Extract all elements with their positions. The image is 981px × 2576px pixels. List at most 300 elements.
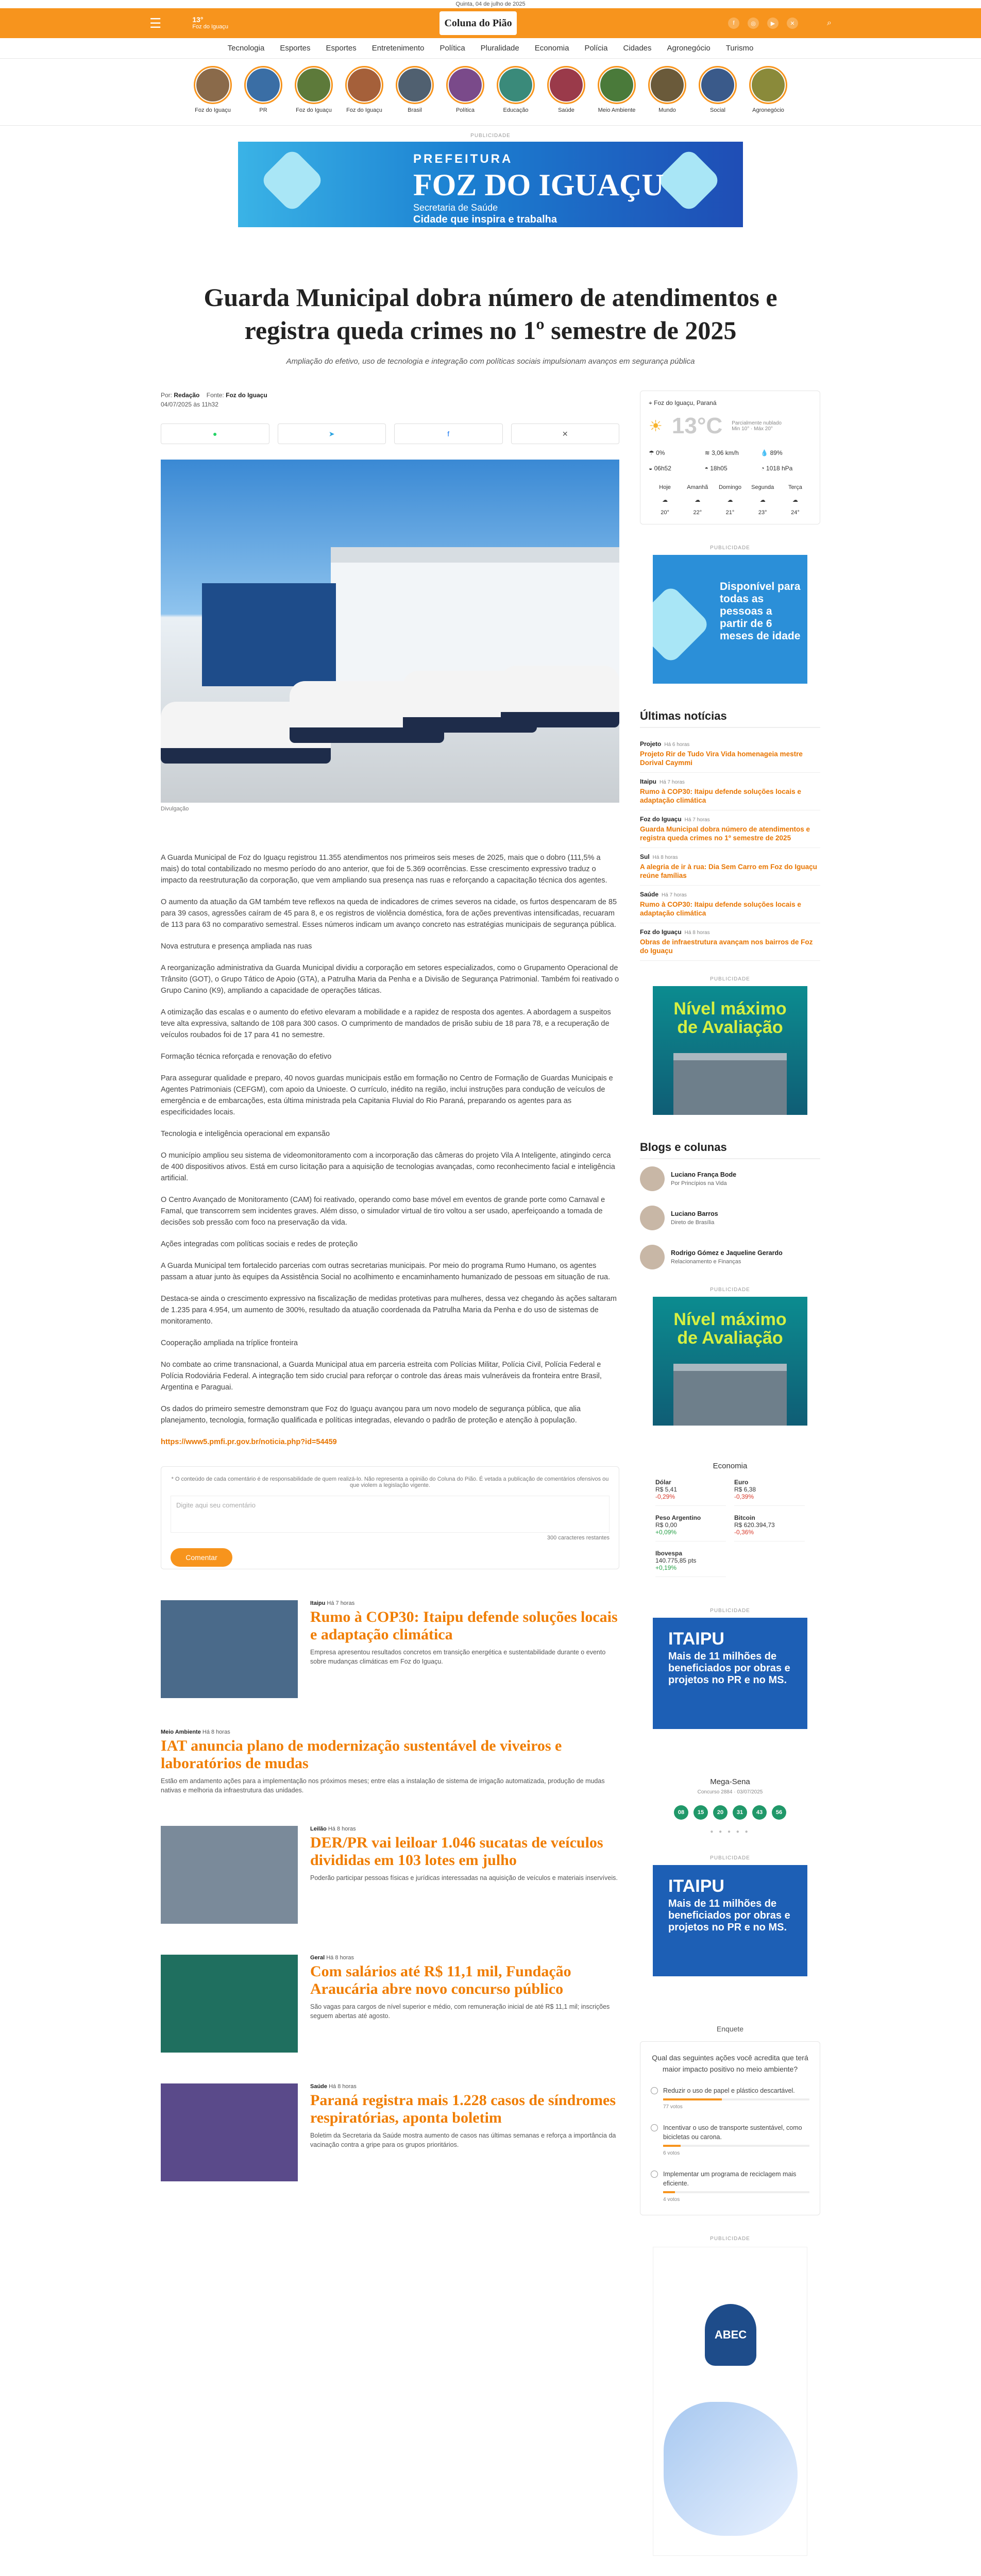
heart-shape bbox=[653, 584, 711, 665]
story-item[interactable] bbox=[395, 66, 435, 125]
story-label: Mundo bbox=[658, 107, 676, 113]
story-item[interactable] bbox=[243, 66, 283, 125]
blog-name[interactable]: Rodrigo Gómez e Jaqueline Gerardo bbox=[671, 1249, 783, 1257]
related-time: Há 8 horas bbox=[200, 1729, 230, 1735]
avatar bbox=[640, 1206, 665, 1230]
latest-meta bbox=[640, 816, 820, 823]
story-thumbnail bbox=[398, 69, 431, 101]
latest-time: Há 7 horas bbox=[684, 817, 710, 823]
related-excerpt: Empresa apresentou resultados concretos em transição energética e sustentabilidade durante o evento sobre mudanças climáticas em Foz do Iguaçu. bbox=[310, 1649, 606, 1665]
nav-item[interactable]: Política bbox=[439, 44, 465, 53]
related-cat-name: Itaipu bbox=[310, 1600, 326, 1606]
forecast-day: Segunda bbox=[751, 484, 774, 490]
latest-category: Foz do Iguaçu bbox=[640, 928, 682, 936]
avaliacao-text: Nível máximo de Avaliação bbox=[673, 1310, 787, 1348]
related-category bbox=[310, 2083, 619, 2090]
poll-votes: 77 votos bbox=[663, 2104, 683, 2110]
x-share-button[interactable] bbox=[511, 423, 620, 444]
poll-option-label: Incentivar o uso de transporte sustentável, como bicicletas ou carona. bbox=[663, 2124, 802, 2141]
story-label: Brasil bbox=[408, 107, 422, 113]
story-label: Meio Ambiente bbox=[598, 107, 636, 113]
story-label: Agronegócio bbox=[752, 107, 784, 113]
story-item[interactable] bbox=[193, 66, 233, 125]
article-paragraph: Nova estrutura e presença ampliada nas ruas bbox=[161, 942, 312, 951]
lottery-ball: 43 bbox=[752, 1805, 767, 1820]
story-label: PR bbox=[259, 107, 267, 113]
itaipu-banner-2[interactable] bbox=[653, 1865, 807, 1994]
sunset-icon: ◓ bbox=[704, 465, 708, 472]
story-ring bbox=[244, 66, 282, 104]
article-subtitle: Ampliação do efetivo, uso de tecnologia e integração com políticas sociais impulsionam avanços em segurança pública bbox=[286, 357, 695, 366]
related-excerpt: São vagas para cargos de nível superior e médio, com remuneração inicial de até R$ 11,1 mil; inscrições seguem abertas até agosto. bbox=[310, 2003, 610, 2020]
radio-button[interactable] bbox=[651, 2124, 658, 2131]
latest-category: Foz do Iguaçu bbox=[640, 816, 682, 823]
economy-change: -0,39% bbox=[734, 1493, 754, 1500]
poll-progress bbox=[663, 2191, 809, 2193]
article-paragraph: A otimização das escalas e o aumento do efetivo elevaram a mobilidade e a rapidez de resposta dos agentes. A abordagem a suspeitos teve alta expressiva, saltando de 108 para 300 casos. O cumprimento de mandados de prisão subiu de 18 para 78, e a recuperação de veículos roubados foi de 17 para 41 no semestre. bbox=[161, 1008, 611, 1039]
story-label: Social bbox=[710, 107, 725, 113]
lottery-ball: 15 bbox=[694, 1805, 708, 1820]
economy-item bbox=[734, 1514, 805, 1541]
sidebar bbox=[640, 391, 820, 2556]
nav-item[interactable]: Cidades bbox=[623, 44, 652, 53]
story-ring bbox=[345, 66, 383, 104]
economy-title: Economia bbox=[713, 1462, 748, 1470]
poll-box bbox=[640, 2041, 820, 2215]
banner-line1: PREFEITURA bbox=[413, 152, 513, 166]
economy-value: R$ 620.394,73 bbox=[734, 1521, 775, 1529]
story-thumbnail bbox=[701, 69, 734, 101]
itaipu-brand: ITAIPU bbox=[668, 1629, 724, 1649]
comment-box bbox=[161, 1466, 619, 1569]
related-info bbox=[310, 2083, 619, 2181]
article-paragraph: A Guarda Municipal tem fortalecido parcerias com outras secretarias municipais. Por meio do programa Rumo Humano, os agentes passam a atuar junto às equipes da Assistência Social no acolhimento e encaminhamento humanizado de pessoas em situação de rua. bbox=[161, 1262, 611, 1281]
economy-name: Dólar bbox=[655, 1479, 671, 1486]
latest-title[interactable]: Obras de infraestrutura avançam nos bairros de Foz do Iguaçu bbox=[640, 938, 813, 955]
story-item[interactable] bbox=[597, 66, 637, 125]
poll-option-label: Implementar um programa de reciclagem mais eficiente. bbox=[663, 2171, 797, 2187]
latest-item[interactable] bbox=[640, 735, 820, 773]
avatar bbox=[640, 1166, 665, 1191]
related-cat-name: Geral bbox=[310, 1955, 325, 1961]
poll-option-body bbox=[663, 2170, 809, 2205]
gauge-icon: ◔ bbox=[760, 465, 765, 472]
story-thumbnail bbox=[651, 69, 684, 101]
building-shape bbox=[673, 1053, 787, 1115]
prefeitura-banner[interactable] bbox=[238, 142, 743, 227]
related-list bbox=[161, 1600, 619, 2181]
latest-meta bbox=[640, 891, 820, 898]
story-thumbnail bbox=[550, 69, 583, 101]
story-ring bbox=[295, 66, 333, 104]
related-info bbox=[310, 1600, 619, 1698]
forecast-temp: 20° bbox=[661, 510, 669, 516]
article-paragraph: Formação técnica reforçada e renovação do efetivo bbox=[161, 1053, 332, 1061]
nav-item[interactable]: Agronegócio bbox=[667, 44, 711, 53]
economy-item bbox=[655, 1479, 726, 1506]
economy-value: R$ 0,00 bbox=[655, 1521, 678, 1529]
latest-title[interactable]: A alegria de ir à rua: Dia Sem Carro em Foz do Iguaçu reúne famílias bbox=[640, 863, 817, 879]
radio-button[interactable] bbox=[651, 2171, 658, 2178]
banner-line2: FOZ DO IGUAÇU bbox=[413, 168, 664, 202]
poll-option[interactable] bbox=[651, 2123, 809, 2158]
nav-item[interactable]: Economia bbox=[534, 44, 569, 53]
economy-value: 140.775,85 pts bbox=[655, 1557, 697, 1564]
story-ring bbox=[396, 66, 434, 104]
related-excerpt: Boletim da Secretaria da Saúde mostra aumento de casos nas últimas semanas e reforça a importância da vacinação contra a gripe para os grupos prioritários. bbox=[310, 2132, 616, 2148]
article-body bbox=[161, 852, 619, 1448]
poll-option-body bbox=[663, 2086, 809, 2112]
comment-button[interactable]: Comentar bbox=[171, 1548, 232, 1567]
story-item[interactable] bbox=[294, 66, 334, 125]
itaipu-banner[interactable] bbox=[653, 1618, 807, 1747]
site-header bbox=[0, 8, 981, 38]
article-column bbox=[161, 391, 619, 2556]
related-info bbox=[310, 1826, 619, 1924]
building-shape bbox=[331, 547, 619, 681]
search-icon[interactable]: ⌕ bbox=[827, 19, 832, 27]
wind-icon: ≋ bbox=[704, 449, 710, 456]
story-label: Política bbox=[455, 107, 475, 113]
latest-meta bbox=[640, 778, 820, 785]
instagram-icon[interactable]: ◎ bbox=[748, 18, 759, 29]
cloud-icon: ☁ bbox=[759, 497, 766, 503]
economy-value: R$ 6,38 bbox=[734, 1486, 756, 1493]
blog-info bbox=[671, 1210, 718, 1226]
comment-note: * O conteúdo de cada comentário é de responsabilidade de quem realizá-lo. Não representa a opinião do Coluna do Pião. É vetada a publicação de comentários ofensivos ou que violem a legislação vigente. bbox=[171, 1476, 609, 1488]
story-thumbnail bbox=[600, 69, 633, 101]
pressure-value: 1018 hPa bbox=[766, 465, 793, 472]
itaipu-text: Mais de 11 milhões de beneficiados por obras e projetos no PR e no MS. bbox=[668, 1651, 790, 1686]
youtube-icon[interactable]: ▶ bbox=[767, 18, 779, 29]
car-shape bbox=[501, 666, 619, 727]
forecast-day: Hoje bbox=[659, 484, 671, 490]
story-item[interactable] bbox=[546, 66, 586, 125]
main-content bbox=[0, 229, 981, 2576]
forecast-day: Amanhã bbox=[687, 484, 708, 490]
photo-caption: Divulgação bbox=[161, 806, 189, 812]
related-title[interactable]: Com salários até R$ 11,1 mil, Fundação Araucária abre novo concurso público bbox=[310, 1963, 571, 1997]
sunset-value: 18h05 bbox=[710, 465, 728, 472]
article-paragraph: Tecnologia e inteligência operacional em expansão bbox=[161, 1130, 330, 1138]
nav-item[interactable]: Pluralidade bbox=[480, 44, 519, 53]
economy-change: -0,36% bbox=[734, 1529, 754, 1536]
story-ring bbox=[749, 66, 787, 104]
article-paragraph: Destaca-se ainda o crescimento expressivo na fiscalização de medidas protetivas para mulheres, dessa vez chegando às ações saltaram de 1.235 para 4.954, um aumento de 300%, resultado da atuação coordenada da Patrulha Maria da Penha e do uso de sistemas de monitoramento. bbox=[161, 1295, 617, 1326]
nav-item[interactable]: Polícia bbox=[584, 44, 608, 53]
blog-item[interactable] bbox=[640, 1198, 820, 1238]
blog-item[interactable] bbox=[640, 1159, 820, 1198]
related-title[interactable]: DER/PR vai leiloar 1.046 sucatas de veículos divididas em 103 lotes em julho bbox=[310, 1834, 603, 1869]
forecast-temp: 21° bbox=[725, 510, 735, 516]
weather-card bbox=[640, 391, 820, 524]
avaliacao-banner-2[interactable] bbox=[653, 1297, 807, 1426]
music-illustration bbox=[664, 2402, 798, 2536]
story-thumbnail bbox=[499, 69, 532, 101]
forecast-temp: 24° bbox=[791, 510, 800, 516]
nav-item[interactable]: Esportes bbox=[326, 44, 357, 53]
nav-item[interactable]: Tecnologia bbox=[227, 44, 265, 53]
humidity-value: 89% bbox=[770, 449, 783, 456]
story-ring bbox=[598, 66, 636, 104]
top-date-bar: Quinta, 04 de julho de 2025 bbox=[0, 0, 981, 8]
site-logo[interactable]: Coluna do Pião bbox=[439, 11, 517, 35]
wind-value: 3,06 km/h bbox=[712, 449, 739, 456]
latest-title[interactable]: Rumo à COP30: Itaipu defende soluções locais e adaptação climática bbox=[640, 901, 801, 917]
building-shape bbox=[202, 583, 336, 686]
facebook-share-button[interactable] bbox=[394, 423, 503, 444]
weather-widget bbox=[192, 16, 228, 30]
poll-votes: 4 votos bbox=[663, 2197, 680, 2202]
related-thumbnail bbox=[161, 1955, 298, 2053]
article-paragraph: Os dados do primeiro semestre demonstram que Foz do Iguaçu avançou para um novo modelo de segurança pública, que alia planejamento, tecnologia, formação qualificada e políticas integradas, elevando o padrão de proteção e atenção à população. bbox=[161, 1405, 581, 1425]
sunset-stat bbox=[705, 465, 756, 472]
carousel-dots[interactable]: ● ● ● ● ● bbox=[710, 1829, 750, 1835]
humidity-stat bbox=[760, 449, 811, 456]
related-cat-name: Leilão bbox=[310, 1826, 327, 1832]
radio-button[interactable] bbox=[651, 2087, 658, 2094]
blog-column: Relacionamento e Finanças bbox=[671, 1259, 741, 1265]
nav-item[interactable]: Esportes bbox=[280, 44, 311, 53]
latest-meta bbox=[640, 928, 820, 936]
latest-title: Últimas notícias bbox=[640, 709, 820, 728]
related-item[interactable] bbox=[161, 1955, 619, 2053]
comment-input[interactable]: Digite aqui seu comentário bbox=[171, 1496, 610, 1533]
telegram-icon: ➤ bbox=[328, 429, 335, 438]
story-label: Saúde bbox=[558, 107, 574, 113]
related-cat-name: Saúde bbox=[310, 2083, 328, 2090]
poll-option-body bbox=[663, 2123, 809, 2158]
latest-item[interactable] bbox=[640, 886, 820, 923]
related-excerpt: Poderão participar pessoas físicas e jurídicas interessadas na aquisição de veículos e materiais inservíveis. bbox=[310, 1874, 618, 1882]
sunrise-icon: ◒ bbox=[649, 465, 653, 472]
story-thumbnail bbox=[196, 69, 229, 101]
blog-column: Por Princípios na Vida bbox=[671, 1180, 727, 1187]
banner-line4: Cidade que inspira e trabalha bbox=[413, 214, 557, 225]
poll-title: Enquete bbox=[716, 2025, 744, 2033]
latest-item[interactable] bbox=[640, 810, 820, 848]
poll-progress bbox=[663, 2098, 809, 2100]
article-source-link[interactable]: https://www5.pmfi.pr.gov.br/noticia.php?id=54459 bbox=[161, 1438, 337, 1446]
article-paragraph: Ações integradas com políticas sociais e redes de proteção bbox=[161, 1240, 358, 1248]
article-photo bbox=[161, 460, 619, 803]
blog-info bbox=[671, 1171, 736, 1187]
weather-card-temp: 13°C bbox=[671, 413, 723, 438]
latest-list bbox=[640, 735, 820, 961]
source: Foz do Iguaçu bbox=[226, 392, 267, 399]
economy-item bbox=[734, 1479, 805, 1506]
blog-name[interactable]: Luciano França Bode bbox=[671, 1171, 737, 1178]
article-paragraph: A reorganização administrativa da Guarda Municipal dividiu a corporação em setores especializados, como o Grupamento Operacional de Trânsito (GOT), o Grupo Tático de Apoio (GTA), a Patrulha Maria da Penha e a Divisão de Segurança Patrimonial. Também foi reativado o Grupo Canino (K9), ampliando a capacidade de operações táticas. bbox=[161, 964, 619, 995]
latest-category: Projeto bbox=[640, 740, 662, 748]
article-paragraph: O Centro Avançado de Monitoramento (CAM) foi reativado, operando como base móvel em eventos de grande porte como Carnaval e Famal, que transcorrem sem incidentes graves. Além disso, o simulador virtual de tiro voltou a ser usado, aperfeiçoando a tomada de decisões sob pressão com foco na preservação da vida. bbox=[161, 1196, 605, 1227]
poll-progress bbox=[663, 2145, 809, 2147]
forecast-day: Domingo bbox=[718, 484, 741, 490]
forecast-grid bbox=[649, 484, 811, 516]
rain-stat bbox=[649, 449, 700, 456]
related-time: Há 8 horas bbox=[326, 1826, 356, 1832]
related-item[interactable] bbox=[161, 1826, 619, 1924]
banner-line3: Secretaria de Saúde bbox=[413, 202, 498, 213]
blogs-list bbox=[640, 1159, 820, 1277]
story-thumbnail bbox=[752, 69, 785, 101]
economy-grid bbox=[655, 1479, 805, 1577]
article-paragraph: Para assegurar qualidade e preparo, 40 novos guardas municipais estão em formação no Centro de Formação de Guardas Municipais e Agentes Patrimoniais (CEFGM), com apoio da Unioeste. O currículo, inédito na região, inclui instruções para condução de veículos de emergência e de embarcações, esta última ministrada pela Capitania Fluvial do Rio Paraná, preparando os agentes para as especificidades locais. bbox=[161, 1074, 613, 1116]
related-time: Há 8 horas bbox=[327, 2083, 357, 2090]
cloud-icon: ☁ bbox=[792, 497, 798, 503]
ad-label: PUBLICIDADE bbox=[710, 2236, 750, 2242]
menu-icon[interactable]: ☰ bbox=[149, 15, 162, 31]
ad-label: PUBLICIDADE bbox=[710, 976, 750, 982]
blog-name[interactable]: Luciano Barros bbox=[671, 1210, 718, 1217]
poll-votes: 6 votos bbox=[663, 2150, 680, 2156]
abec-logo: ABEC bbox=[705, 2304, 756, 2366]
vaccine-banner[interactable] bbox=[653, 555, 807, 684]
lottery-ball: 56 bbox=[772, 1805, 786, 1820]
sunrise-value: 06h52 bbox=[654, 465, 671, 472]
mega-numbers bbox=[640, 1805, 820, 1820]
heart-shape bbox=[259, 147, 325, 213]
story-item[interactable] bbox=[445, 66, 485, 125]
economy-name: Euro bbox=[734, 1479, 749, 1486]
ad-label: PUBLICIDADE bbox=[710, 1287, 750, 1293]
latest-item[interactable] bbox=[640, 773, 820, 810]
latest-item[interactable] bbox=[640, 848, 820, 886]
related-category bbox=[310, 1826, 619, 1832]
cloud-icon: ☁ bbox=[695, 497, 701, 503]
related-info bbox=[161, 1729, 619, 1795]
lottery-ball: 08 bbox=[674, 1805, 688, 1820]
heart-shape bbox=[656, 147, 721, 213]
latest-meta bbox=[640, 740, 820, 748]
ad-label: PUBLICIDADE bbox=[710, 1855, 750, 1861]
whatsapp-share-button[interactable] bbox=[161, 423, 269, 444]
forecast-day: Terça bbox=[788, 484, 802, 490]
story-item[interactable] bbox=[698, 66, 738, 125]
related-item[interactable] bbox=[161, 1600, 619, 1698]
story-label: Educação bbox=[503, 107, 529, 113]
avaliacao-text: Nível máximo de Avaliação bbox=[673, 999, 787, 1037]
related-info bbox=[310, 1955, 619, 2053]
related-category bbox=[161, 1729, 619, 1735]
latest-title[interactable]: Guarda Municipal dobra número de atendimentos e registra queda crimes no 1º semestre de 2025 bbox=[640, 825, 810, 842]
rain-icon: ☂ bbox=[649, 449, 654, 456]
related-item[interactable] bbox=[161, 2083, 619, 2181]
forecast-temp: 22° bbox=[693, 510, 702, 516]
latest-title[interactable]: Rumo à COP30: Itaipu defende soluções locais e adaptação climática bbox=[640, 788, 801, 804]
vaccine-banner-text: Disponível para todas as pessoas a partir de 6 meses de idade bbox=[720, 581, 801, 642]
story-item[interactable] bbox=[344, 66, 384, 125]
article-paragraph: O município ampliou seu sistema de videomonitoramento com a incorporação das câmeras do projeto Vila A Inteligente, atingindo cerca de 400 dispositivos ativos. Está em curso licitação para a aquisição de tecnologias avançadas, como reconhecimento facial e inteligência artificial. bbox=[161, 1151, 615, 1182]
nav-item[interactable]: Turismo bbox=[725, 44, 754, 53]
latest-item[interactable] bbox=[640, 923, 820, 961]
related-title[interactable]: IAT anuncia plano de modernização sustentável de viveiros e laboratórios de mudas bbox=[161, 1737, 562, 1772]
mega-info: Concurso 2884 · 03/07/2025 bbox=[697, 1789, 763, 1795]
poll-option[interactable] bbox=[651, 2170, 809, 2205]
latest-category: Sul bbox=[640, 853, 650, 860]
story-item[interactable] bbox=[748, 66, 788, 125]
mega-title: Mega-Sena bbox=[710, 1777, 750, 1786]
share-buttons bbox=[161, 423, 619, 444]
economy-change: +0,19% bbox=[655, 1564, 677, 1571]
abec-banner[interactable] bbox=[653, 2247, 807, 2556]
weather-city: Foz do Iguaçu bbox=[192, 24, 229, 30]
weather-card-minmax: Min 10° · Máx 20° bbox=[732, 426, 773, 432]
story-ring bbox=[194, 66, 232, 104]
story-ring bbox=[547, 66, 585, 104]
facebook-icon: f bbox=[447, 430, 450, 438]
latest-time: Há 7 horas bbox=[662, 892, 687, 898]
nav-item[interactable]: Entretenimento bbox=[371, 44, 425, 53]
related-item[interactable] bbox=[161, 1729, 619, 1795]
related-time: Há 8 horas bbox=[325, 1955, 354, 1961]
latest-time: Há 8 horas bbox=[684, 930, 710, 936]
related-thumbnail bbox=[161, 1600, 298, 1698]
by-label: Por: bbox=[161, 392, 173, 399]
poll-progress-fill bbox=[663, 2098, 722, 2100]
forecast-temp: 23° bbox=[758, 510, 767, 516]
latest-category: Saúde bbox=[640, 891, 659, 898]
economy-name: Peso Argentino bbox=[655, 1514, 701, 1521]
story-thumbnail bbox=[247, 69, 280, 101]
related-title[interactable]: Paraná registra mais 1.228 casos de síndromes respiratórias, aponta boletim bbox=[310, 2092, 616, 2126]
article-title: Guarda Municipal dobra número de atendimentos e registra queda crimes no 1º semestre de 2025 bbox=[204, 283, 777, 345]
latest-title[interactable]: Projeto Rir de Tudo Vira Vida homenageia mestre Dorival Caymmi bbox=[640, 750, 803, 767]
building-shape bbox=[673, 1364, 787, 1426]
poll-question: Qual das seguintes ações você acredita que terá maior impacto positivo no meio ambiente? bbox=[652, 2054, 808, 2073]
economy-name: Ibovespa bbox=[655, 1550, 683, 1557]
avaliacao-banner[interactable] bbox=[653, 986, 807, 1115]
x-icon: ✕ bbox=[562, 429, 568, 438]
story-thumbnail bbox=[348, 69, 381, 101]
economy-item bbox=[655, 1514, 726, 1541]
wind-stat bbox=[705, 449, 756, 456]
facebook-icon[interactable]: f bbox=[728, 18, 739, 29]
cloud-sun-icon: ☀ bbox=[649, 417, 663, 435]
article-paragraph: No combate ao crime transnacional, a Guarda Municipal atua em parceria estreita com Polícias Militar, Polícia Civil, Polícia Federal e Polícia Rodoviária Federal. A integração tem sido crucial para reforçar o controle das áreas mais vulneráveis da fronteira entre Brasil, Argentina e Paraguai. bbox=[161, 1361, 602, 1392]
banner-footer-strip bbox=[653, 1976, 807, 1994]
economy-name: Bitcoin bbox=[734, 1514, 755, 1521]
story-label: Foz do Iguaçu bbox=[346, 107, 382, 113]
story-label: Foz do Iguaçu bbox=[296, 107, 332, 113]
story-item[interactable] bbox=[647, 66, 687, 125]
story-ring bbox=[648, 66, 686, 104]
latest-time: Há 6 horas bbox=[664, 742, 690, 748]
article-date: 04/07/2025 às 11h32 bbox=[161, 401, 218, 408]
itaipu-text: Mais de 11 milhões de beneficiados por obras e projetos no PR e no MS. bbox=[668, 1898, 790, 1933]
economy-item bbox=[655, 1550, 726, 1577]
latest-time: Há 8 horas bbox=[652, 855, 678, 860]
x-icon[interactable]: ✕ bbox=[787, 18, 798, 29]
banner-footer-strip bbox=[653, 1729, 807, 1747]
lottery-ball: 31 bbox=[733, 1805, 747, 1820]
economy-change: +0,09% bbox=[655, 1529, 677, 1536]
avatar bbox=[640, 1245, 665, 1269]
telegram-share-button[interactable] bbox=[278, 423, 386, 444]
related-cat-name: Meio Ambiente bbox=[161, 1729, 201, 1735]
blog-item[interactable] bbox=[640, 1238, 820, 1277]
blog-info bbox=[671, 1249, 783, 1265]
author[interactable]: Redação bbox=[174, 392, 200, 399]
story-item[interactable] bbox=[496, 66, 536, 125]
related-category bbox=[310, 1955, 619, 1961]
related-title[interactable]: Rumo à COP30: Itaipu defende soluções locais e adaptação climática bbox=[310, 1608, 618, 1643]
blog-column: Direto de Brasília bbox=[671, 1219, 715, 1226]
poll-option[interactable] bbox=[651, 2086, 809, 2112]
related-time: Há 7 horas bbox=[325, 1600, 355, 1606]
ad-label: PUBLICIDADE bbox=[710, 545, 750, 551]
ad-label: PUBLICIDADE bbox=[470, 133, 511, 139]
